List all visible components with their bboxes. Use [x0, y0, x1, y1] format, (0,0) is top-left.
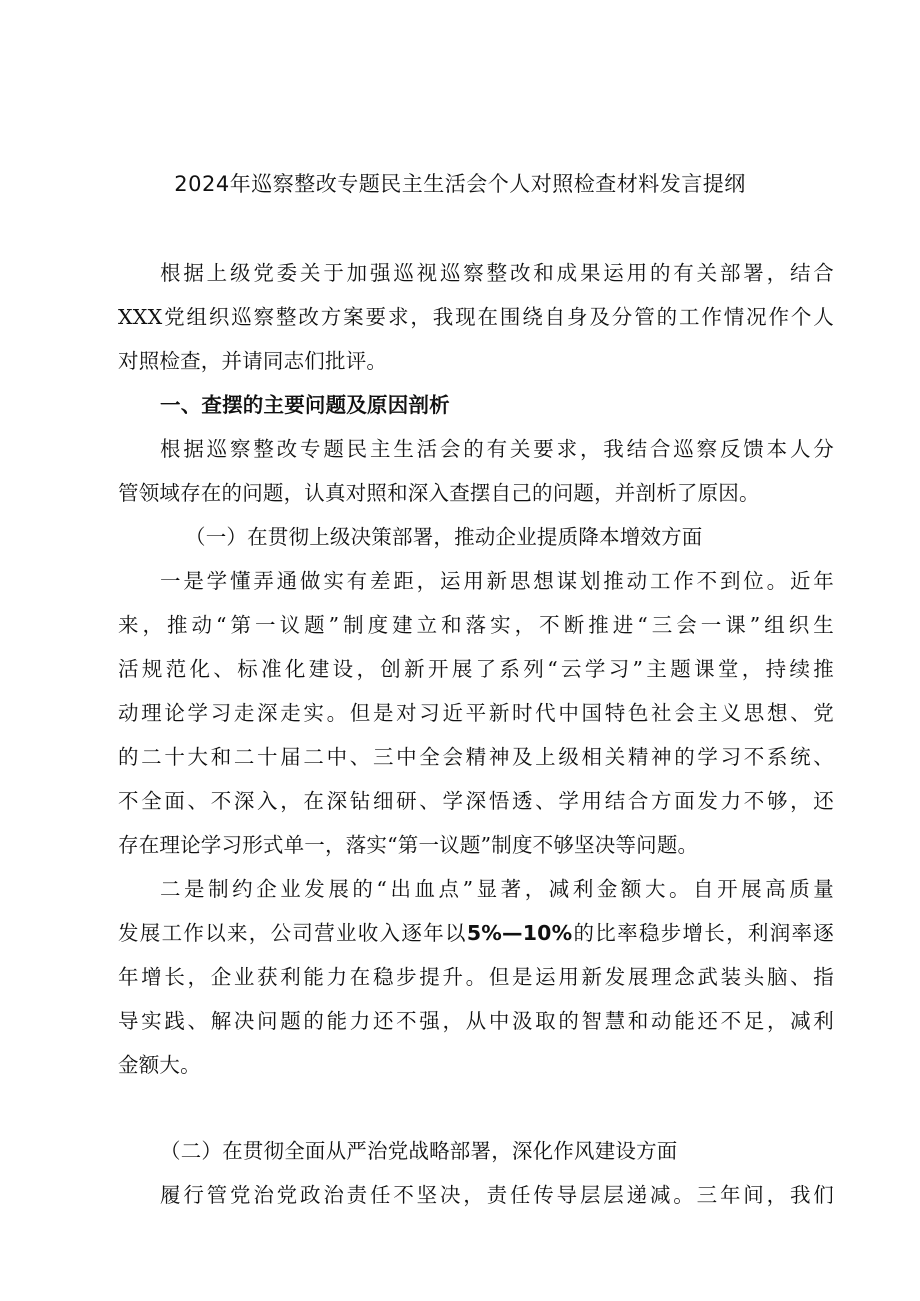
paragraph-line: 的二十大和二十届二中、三中全会精神及上级相关精神的学习不系统、	[118, 745, 834, 769]
document-title: 2024年巡察整改专题民主生活会个人对照检查材料发言提纲	[174, 172, 746, 196]
paragraph-line: 管领域存在的问题，认真对照和深入查摆自己的问题，并剖析了原因。	[118, 481, 760, 505]
paragraph-line: 存在理论学习形式单一，落实“第一议题”制度不够坚决等问题。	[118, 833, 699, 857]
paragraph-text: 发展工作以来，公司营业收入逐年以	[118, 921, 467, 945]
paragraph-line-with-percent	[118, 918, 834, 948]
paragraph-line: 二是制约企业发展的“出血点”显著，减利金额大。自开展高质量	[160, 877, 834, 901]
paragraph-line: 一是学懂弄通做实有差距，运用新思想谋划推动工作不到位。近年	[160, 569, 834, 593]
growth-rate-value: 5%—10%	[466, 921, 573, 945]
section-heading: 一、查摆的主要问题及原因剖析	[160, 393, 450, 417]
intro-line-3: 对照检查，并请同志们批评。	[118, 349, 388, 373]
subsection-heading: （一）在贯彻上级决策部署，推动企业提质降本增效方面	[185, 525, 703, 549]
paragraph-line: 活规范化、标准化建设，创新开展了系列“云学习”主题课堂，持续推	[118, 657, 834, 681]
paragraph-line: 动理论学习走深走实。但是对习近平新时代中国特色社会主义思想、党	[118, 701, 834, 725]
paragraph-line: 履行管党治党政治责任不坚决，责任传导层层递减。三年间，我们	[160, 1183, 834, 1207]
subsection-heading: （二）在贯彻全面从严治党战略部署，深化作风建设方面	[160, 1139, 678, 1163]
paragraph-line: 导实践、解决问题的能力还不强，从中汲取的智慧和动能还不足，减利	[118, 1009, 834, 1033]
paragraph-line: 不全面、不深入，在深钻细研、学深悟透、学用结合方面发力不够，还	[118, 789, 834, 813]
paragraph-line: 年增长，企业获利能力在稳步提升。但是运用新发展理念武装头脑、指	[118, 965, 834, 989]
paragraph-line: 根据巡察整改专题民主生活会的有关要求，我结合巡察反馈本人分	[160, 437, 834, 461]
paragraph-line: 金额大。	[118, 1053, 201, 1077]
paragraph-text: 的比率稳步增长，利润率逐	[572, 921, 834, 945]
intro-line-2: XXX党组织巡察整改方案要求，我现在围绕自身及分管的工作情况作个人	[118, 305, 834, 329]
paragraph-line: 来，推动“第一议题”制度建立和落实，不断推进“三会一课”组织生	[118, 613, 834, 637]
intro-line-1: 根据上级党委关于加强巡视巡察整改和成果运用的有关部署，结合	[160, 261, 834, 285]
